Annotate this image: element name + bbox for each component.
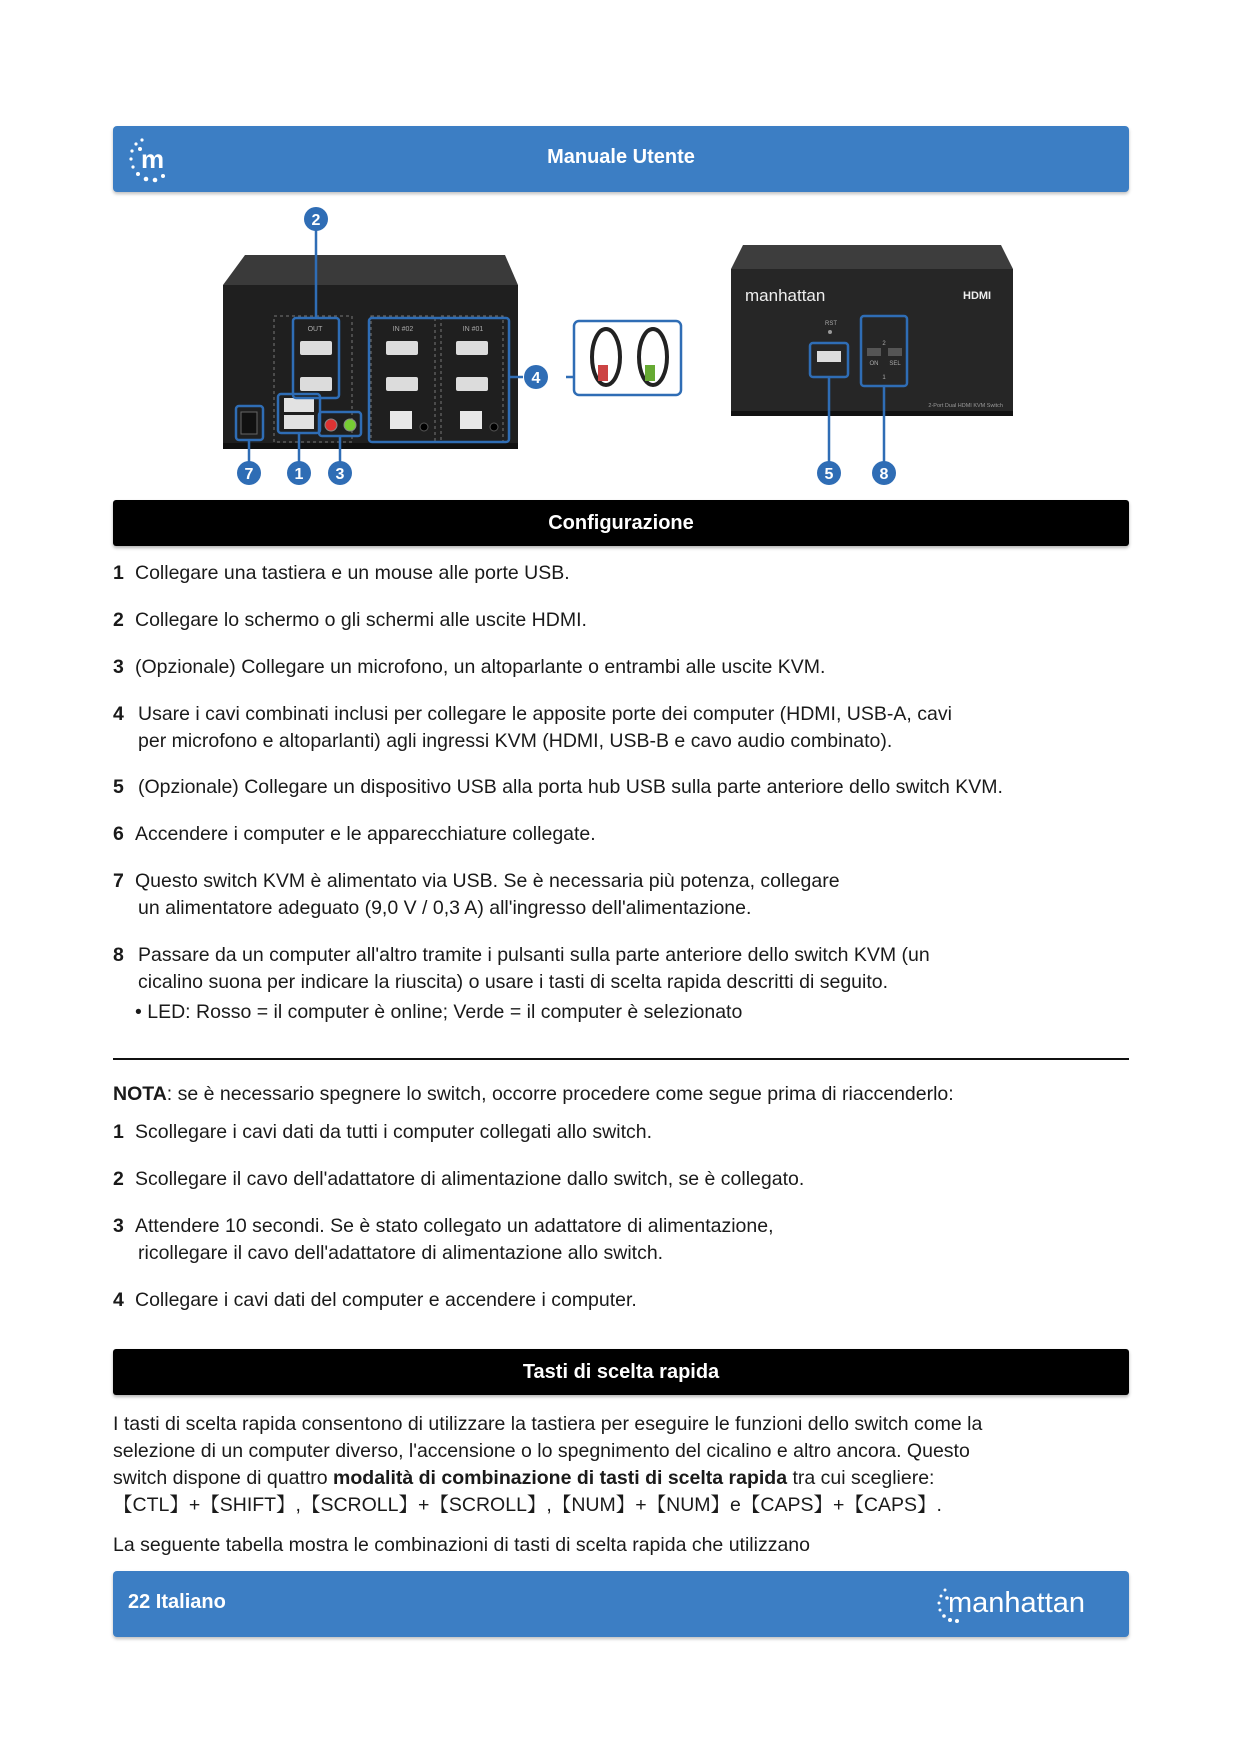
- svg-text:3: 3: [335, 466, 345, 483]
- section-title-configurazione: Configurazione: [113, 500, 1129, 546]
- front-label-sel: SEL: [889, 361, 901, 367]
- usb-b-port-in2: [390, 411, 412, 429]
- mic-jack: [325, 419, 337, 431]
- manhattan-logo-icon: [935, 1581, 1115, 1627]
- hdmi-in2-port-2: [386, 377, 418, 391]
- divider: [113, 1058, 1129, 1060]
- callout-8: [872, 461, 896, 485]
- power-input: [241, 412, 257, 434]
- svg-text:8: 8: [879, 466, 889, 483]
- hotkeys-paragraph: I tasti di scelta rapida consentono di utilizzare la tastiera per eseguire le funzioni dello switch come la selezione di un computer diverso, l'accensione o lo spegnimento del cicalino e altro ancora. Questo switch dispone di quattro modalità di combinazione di tasti di scelta rapida tra cui scegliere: 【CTL】+【SHIFT】,【SCROLL】+【SCROLL】,【NUM】+【NUM】e【CAPS】+【CAPS】.: [113, 1411, 1129, 1519]
- front-label-2: 2: [882, 341, 886, 347]
- usb-a-port-1: [284, 398, 314, 412]
- section-title-tasti: Tasti di scelta rapida: [113, 1349, 1129, 1395]
- setup-step-5: 5 (Opzionale) Collegare un dispositivo USB alla porta hub USB sulla parte anteriore dello switch KVM.: [113, 776, 1003, 798]
- callout-1: [287, 461, 311, 485]
- rear-label-in1: IN #01: [462, 326, 484, 333]
- hdmi-in1-port-1: [456, 341, 488, 355]
- callout-5: [817, 461, 841, 485]
- rear-label-in2: IN #02: [392, 326, 414, 333]
- front-view-switch: [731, 245, 1013, 416]
- hdmi-out-port-2: [300, 377, 332, 391]
- table-intro: La seguente tabella mostra le combinazioni di tasti di scelta rapida che utilizzano: [113, 1534, 810, 1556]
- shutdown-step-3: 3 Attendere 10 secondi. Se è stato collegato un adattatore di alimentazione, ricollegare il cavo dell'adattatore di alimentazione allo switch.: [113, 1215, 774, 1264]
- front-brand-text: manhattan: [745, 286, 826, 305]
- shutdown-step-4: 4 Collegare i cavi dati del computer e accendere i computer.: [113, 1289, 637, 1311]
- callout-7: [237, 461, 261, 485]
- svg-text:m: m: [141, 144, 165, 174]
- setup-step-2: 2 Collegare lo schermo o gli schermi alle uscite HDMI.: [113, 609, 587, 631]
- usb-a-port-2: [284, 415, 314, 429]
- hotkey-combos: 【CTL】+【SHIFT】,【SCROLL】+【SCROLL】,【NUM】+【NUM】e【CAPS】+【CAPS】.: [113, 1494, 942, 1516]
- svg-text:manhattan: manhattan: [948, 1587, 1086, 1619]
- led-note: • LED: Rosso = il computer è online; Verde = il computer è selezionato: [135, 1001, 743, 1023]
- setup-step-1: 1 Collegare una tastiera e un mouse alle porte USB.: [113, 562, 570, 584]
- usb-b-port-in1: [460, 411, 482, 429]
- front-label-on: ON: [869, 361, 879, 367]
- product-figure: [113, 205, 1129, 495]
- svg-text:1: 1: [294, 466, 304, 483]
- callout-2: [304, 207, 328, 231]
- hdmi-out-port-1: [300, 341, 332, 355]
- setup-step-6: 6 Accendere i computer e le apparecchiature collegate.: [113, 823, 596, 845]
- front-usb-hub-port: [817, 351, 841, 362]
- setup-step-4: 4 Usare i cavi combinati inclusi per collegare le apposite porte dei computer (HDMI, USB-A, cavi per microfono e altoparlanti) agli ingressi KVM (HDMI, USB-B e cavo audio combinato).: [113, 703, 952, 752]
- rear-view-switch: [223, 255, 518, 449]
- front-label-1: 1: [882, 375, 886, 381]
- page-number: 22 Italiano: [128, 1591, 226, 1613]
- hdmi-in1-port-2: [456, 377, 488, 391]
- front-rst-label: RST: [825, 321, 837, 327]
- setup-step-7: 7 Questo switch KVM è alimentato via USB. Se è necessaria più potenza, collegare un alimentatore adeguato (9,0 V / 0,3 A) all'ingresso dell'alimentazione.: [113, 870, 840, 919]
- shutdown-step-1: 1 Scollegare i cavi dati da tutti i computer collegati allo switch.: [113, 1121, 652, 1143]
- speaker-jack: [344, 419, 356, 431]
- svg-text:7: 7: [244, 466, 254, 483]
- hdmi-in2-port-1: [386, 341, 418, 355]
- footer-bar: [113, 1571, 1129, 1637]
- shutdown-note: [113, 1081, 954, 1108]
- rear-label-out: OUT: [307, 326, 323, 333]
- setup-step-8: 8 Passare da un computer all'altro tramite i pulsanti sulla parte anteriore dello switch KVM (un cicalino suona per indicare la riuscita) o usare i tasti di scelta rapida descritti di seguito.: [113, 944, 930, 993]
- svg-text:4: 4: [531, 370, 541, 387]
- front-model-text: 2-Port Dual HDMI KVM Switch: [928, 403, 1003, 409]
- combo-cables: [574, 321, 681, 395]
- front-hdmi-text: HDMI: [963, 290, 992, 302]
- note-text: : se è necessario spegnere lo switch, occorre procedere come segue prima di riaccenderlo:: [166, 1083, 954, 1105]
- svg-text:5: 5: [824, 466, 834, 483]
- callout-4: [524, 365, 548, 389]
- svg-text:2: 2: [311, 212, 321, 229]
- header-title: Manuale Utente: [547, 146, 695, 168]
- note-label: NOTA: [113, 1083, 167, 1105]
- front-button-on: [867, 348, 881, 356]
- callout-3: [328, 461, 352, 485]
- setup-step-3: 3 (Opzionale) Collegare un microfono, un altoparlante o entrambi alle uscite KVM.: [113, 656, 826, 678]
- shutdown-step-2: 2 Scollegare il cavo dell'adattatore di alimentazione dallo switch, se è collegato.: [113, 1168, 805, 1190]
- header-bar: [113, 126, 1129, 192]
- front-button-sel: [888, 348, 902, 356]
